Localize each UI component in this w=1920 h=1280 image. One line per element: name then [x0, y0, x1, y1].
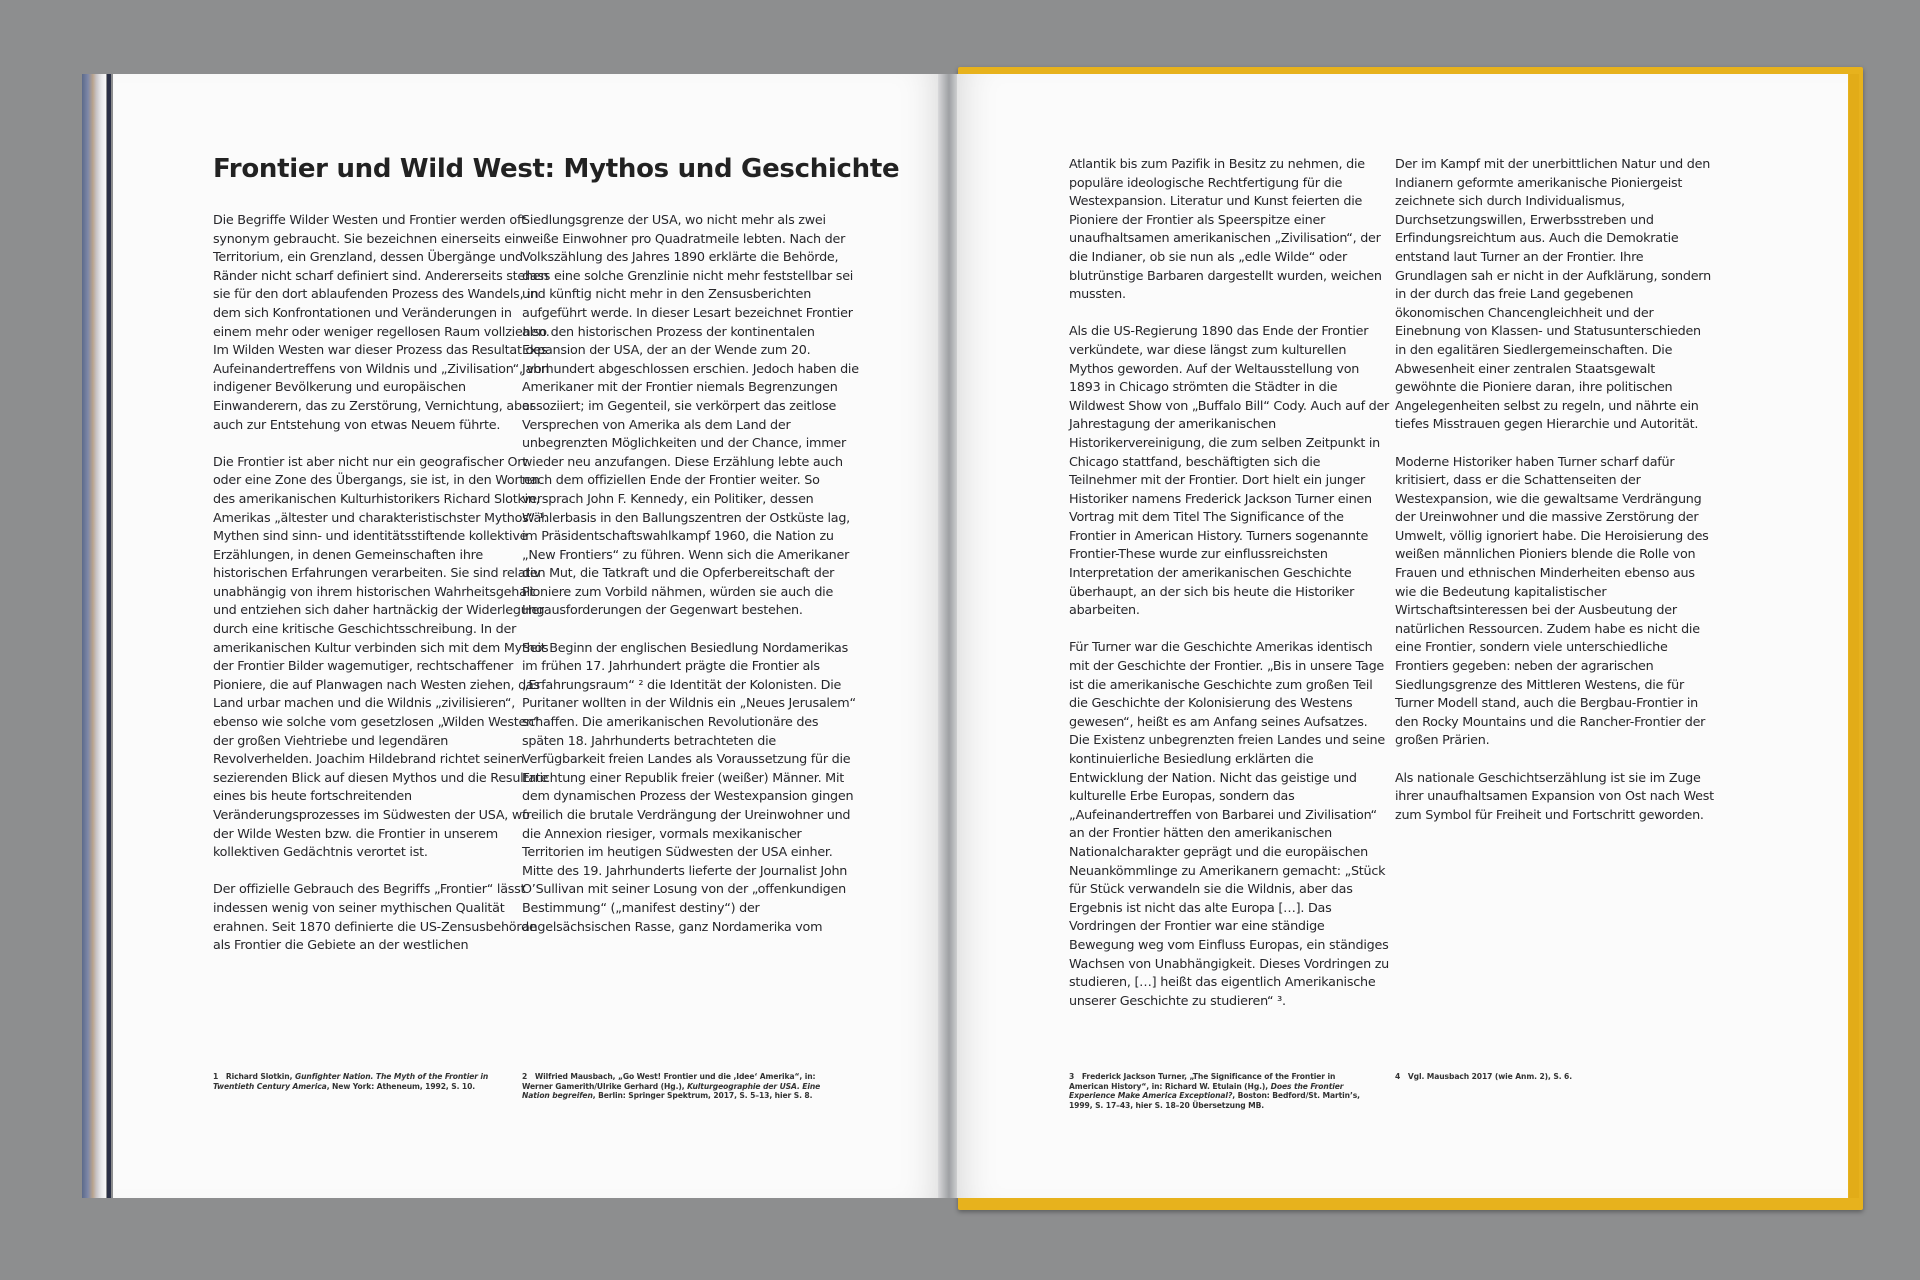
footnote-number: 3 [1069, 1072, 1075, 1081]
footnote-book-title: Kulturgeographie der USA. Eine Nation begreifen [522, 1081, 821, 1101]
right-column-2 [1395, 156, 1715, 844]
footnote-book-title: Gunfighter Nation. The Myth of the Frontier in Twentieth Century America [213, 1072, 489, 1091]
left-column-1 [213, 212, 550, 974]
footnote-text: Richard Slotkin, [225, 1072, 295, 1081]
footnote-3 [1069, 1072, 1369, 1110]
paragraph: Atlantik bis zum Pazifik in Besitz zu nehmen, die populäre ideologische Rechtfertigung für die Westexpansion. Literatur und Kunst feierten die Pioniere der Frontier als Speerspitze einer unaufhaltsamen amerikanischen „Zivilisation“, der die Indianer, ob sie nun als „edle Wilde“ oder blutrünstige Barbaren dargestellt wurden, weichen mussten. [1069, 157, 1382, 303]
page-title: Frontier und Wild West: Mythos und Geschichte [213, 154, 900, 184]
footnote-text: , New York: Atheneum, 1992, S. 10. [326, 1081, 476, 1091]
footnote-number: 4 [1395, 1072, 1401, 1081]
left-page [113, 74, 940, 1198]
page-edge-strip [107, 74, 111, 1198]
right-column-1 [1069, 156, 1391, 1030]
paragraph: Seit Beginn der englischen Besiedlung Nordamerikas im frühen 17. Jahrhundert prägte die Frontier als „Erfahrungsraum“ ² die Identität der Kolonisten. Die Puritaner wollten in der Wildnis ein „Neues Jerusalem“ schaffen. Die amerikanischen Revolutionäre des späten 18. Jahrhunderts betrachteten die Verfügbarkeit freien Landes als Voraussetzung für die Errichtung einer Republik freier (weißer) Männer. Mit dem dynamischen Prozess der Westexpansion gingen freilich die brutale Verdrängung der Ureinwohner und die Annexion riesiger, vormals mexikanischer Territorien im heutigen Südwesten der USA einher. Mitte des 19. Jahrhunderts lieferte der Journalist John O’Sullivan mit seiner Losung von der „offenkundigen Bestimmung“ („manifest destiny“) der angelsächsischen Rasse, ganz Nordamerika vom [522, 640, 856, 935]
paragraph: Als die US-Regierung 1890 das Ende der Frontier verkündete, war diese längst zum kulturellen Mythos geworden. Auf der Weltausstellung von 1893 in Chicago strömten die Städter in die Wildwest Show von „Buffalo Bill“ Cody. Auch auf der Jahrestagung der amerikanischen Historikervereinigung, die zum selben Zeitpunkt in Chicago stattfand, beschäftigten sich die Teilnehmer mit der Frontier. Dort hielt ein junger Historiker namens Frederick Jackson Turner einen Vortrag mit dem Titel The Significance of the Frontier in American History. Turners sogenannte Frontier-These wurde zur einflussreichsten Interpretation der amerikanischen Geschichte überhaupt, an der sich bis heute die Historiker abarbeiten. [1069, 324, 1390, 619]
footnote-1 [213, 1072, 493, 1091]
footnote-4 [1395, 1072, 1595, 1082]
paragraph: Siedlungsgrenze der USA, wo nicht mehr als zwei weiße Einwohner pro Quadratmeile lebten. Nach der Volkszählung des Jahres 1890 erklärte die Behörde, dass eine solche Grenzlinie nicht mehr feststellbar sei und künftig nicht mehr in den Zensusberichten aufgeführt werde. In dieser Lesart bezeichnet Frontier also den historischen Prozess der kontinentalen Expansion der USA, der an der Wende zum 20. Jahrhundert abgeschlossen erschien. Jedoch haben die Amerikaner mit der Frontier niemals Begrenzungen assoziiert; im Gegenteil, sie verkörpert das zeitlose Versprechen von Amerika als dem Land der unbegrenzten Möglichkeiten und der Chance, immer wieder neu anzufangen. Diese Erzählung lebte auch nach dem offiziellen Ende der Frontier weiter. So versprach John F. Kennedy, ein Politiker, dessen Wählerbasis in den Ballungszentren der Ostküste lag, im Präsidentschaftswahlkampf 1960, die Nation zu „New Frontiers“ zu führen. Wenn sich die Amerikaner den Mut, die Tatkraft und die Opferbereitschaft der Pioniere zum Vorbild nähmen, würden sie auch die Herausforderungen der Gegenwart bestehen. [522, 213, 859, 619]
paragraph: Die Frontier ist aber nicht nur ein geografischer Ort oder eine Zone des Übergangs, sie ist, in den Worten des amerikanischen Kulturhistorikers Richard Slotkin, Amerikas „ältester und charakteristischster Mythos“ ¹. Mythen sind sinn- und identitätsstiftende kollektive Erzählungen, in denen Gemeinschaften ihre historischen Erfahrungen verarbeiten. Sie sind relativ unabhängig von ihrem historischen Wahrheitsgehalt und entziehen sich daher hartnäckig der Widerlegung durch eine kritische Geschichtsschreibung. In der amerikanischen Kultur verbinden sich mit dem Mythos der Frontier Bilder wagemutiger, rechtschaffener Pioniere, die auf Planwagen nach Westen ziehen, das Land urbar machen und die Wildnis „zivilisieren“, ebenso wie solche vom gesetzlosen „Wilden Westen“ der großen Viehtriebe und legendären Revolverhelden. Joachim Hildebrand richtet seinen sezierenden Blick auf diesen Mythos und die Resultate eines bis heute fortschreitenden Veränderungsprozesses im Südwesten der USA, wo der Wilde Westen bzw. die Frontier in unserem kollektiven Gedächtnis verortet ist. [213, 454, 549, 861]
footnote-text: Vgl. Mausbach 2017 (wie Anm. 2), S. 6. [1407, 1072, 1573, 1081]
paragraph: Die Begriffe Wilder Westen und Frontier werden oft synonym gebraucht. Sie bezeichnen einerseits ein Territorium, ein Grenzland, dessen Übergänge und Ränder nicht scharf definiert sind. Andererseits stehen sie für den dort ablaufenden Prozess des Wandels, in dem sich Konfrontationen und Veränderungen in einem mehr oder weniger regellosen Raum vollziehen. Im Wilden Westen war dieser Prozess das Resultat des Aufeinandertreffens von Wildnis und „Zivilisation“, von indigener Bevölkerung und europäischen Einwanderern, das zu Zerstörung, Vernichtung, aber auch zur Entstehung von etwas Neuem führte. [213, 213, 550, 433]
footnote-text: Wilfried Mausbach, „Go West! Frontier und die ,Idee‘ Amerika“, in: Werner Gamerith/Ulrike Gerhard (Hg.), [522, 1072, 816, 1091]
footnote-book-title: Does the Frontier Experience Make America Exceptional? [1069, 1081, 1344, 1101]
paragraph: Für Turner war die Geschichte Amerikas identisch mit der Geschichte der Frontier. „Bis in unsere Tage ist die amerikanische Geschichte zum großen Teil die Geschichte der Kolonisierung des Westens gewesen“, heißt es am Anfang seines Aufsatzes. Die Existenz unbegrenzten freien Landes und seine kontinuierliche Besiedlung erklärten die Entwicklung der Nation. Nicht das geistige und kulturelle Erbe Europas, sondern das „Aufeinandertreffen von Barbarei und Zivilisation“ an der Frontier hätten den amerikanischen Nationalcharakter geprägt und die europäischen Neuankömmlinge zu Amerikanern gemacht: „Stück für Stück verwandeln sie die Wildnis, aber das Ergebnis ist nicht das alte Europa […]. Das Vordringen der Frontier war eine ständige Bewegung weg vom Einfluss Europas, ein ständiges Wachsen von Unabhängigkeit. Dieses Vordringen zu studieren, […] heißt das eigentlich Amerikanische unserer Geschichte zu studieren“ ³. [1069, 640, 1389, 1009]
book-cover-edge [1849, 74, 1859, 1198]
footnote-text: Frederick Jackson Turner, „The Significance of the Frontier in American History“, in: Richard W. Etulain (Hg.), [1069, 1072, 1336, 1091]
left-column-2 [522, 212, 859, 956]
paragraph: Der offizielle Gebrauch des Begriffs „Frontier“ lässt indessen wenig von seiner mythischen Qualität erahnen. Seit 1870 definierte die US-Zensusbehörde als Frontier die Gebiete an der westlichen [213, 882, 537, 954]
footnote-number: 1 [213, 1072, 219, 1081]
page-stack-edge [82, 74, 106, 1198]
footnote-text: , Berlin: Springer Spektrum, 2017, S. 5–13, hier S. 8. [592, 1091, 813, 1101]
footnote-2 [522, 1072, 822, 1101]
footnote-text: , Boston: Bedford/St. Martin’s, 1999, S. 17–43, hier S. 18–20 Übersetzung MB. [1069, 1091, 1360, 1110]
paragraph: Der im Kampf mit der unerbittlichen Natur und den Indianern geformte amerikanische Pioniergeist zeichnete sich durch Individualismus, Durchsetzungswillen, Erwerbsstreben und Erfindungsreichtum aus. Auch die Demokratie entstand laut Turner an der Frontier. Ihre Grundlagen sah er nicht in der Aufklärung, sondern in der durch das freie Land gegebenen ökonomischen Chancengleichheit und der Einebnung von Klassen- und Statusunterschieden in den egalitären Siedlergemeinschaften. Die Abwesenheit einer zentralen Staatsgewalt gewöhnte die Pioniere daran, ihre politischen Angelegenheiten selbst zu regeln, und nährte ein tiefes Misstrauen gegen Hierarchie und Autorität. [1395, 157, 1711, 433]
paragraph: Moderne Historiker haben Turner scharf dafür kritisiert, dass er die Schattenseiten der Westexpansion, wie die gewaltsame Verdrängung der Ureinwohner und die massive Zerstörung der Umwelt, völlig ignoriert habe. Die Heroisierung des weißen männlichen Pioniers blende die Rolle von Frauen und ethnischen Minderheiten ebenso aus wie die Bedeutung kapitalistischer Wirtschaftsinteressen bei der Ausbeutung der natürlichen Ressourcen. Zudem habe es nicht die eine Frontier, sondern viele unterschiedliche Frontiers gegeben: neben der agrarischen Siedlungsgrenze des Mittleren Westens, die für Turner Modell stand, auch die Bergbau-Frontier in den Rocky Mountains und die Rancher-Frontier der großen Prärien. [1395, 454, 1709, 749]
footnote-number: 2 [522, 1072, 528, 1081]
right-page [957, 74, 1848, 1198]
paragraph: Als nationale Geschichtserzählung ist sie im Zuge ihrer unaufhaltsamen Expansion von Ost nach West zum Symbol für Freiheit und Fortschritt geworden. [1395, 770, 1714, 823]
